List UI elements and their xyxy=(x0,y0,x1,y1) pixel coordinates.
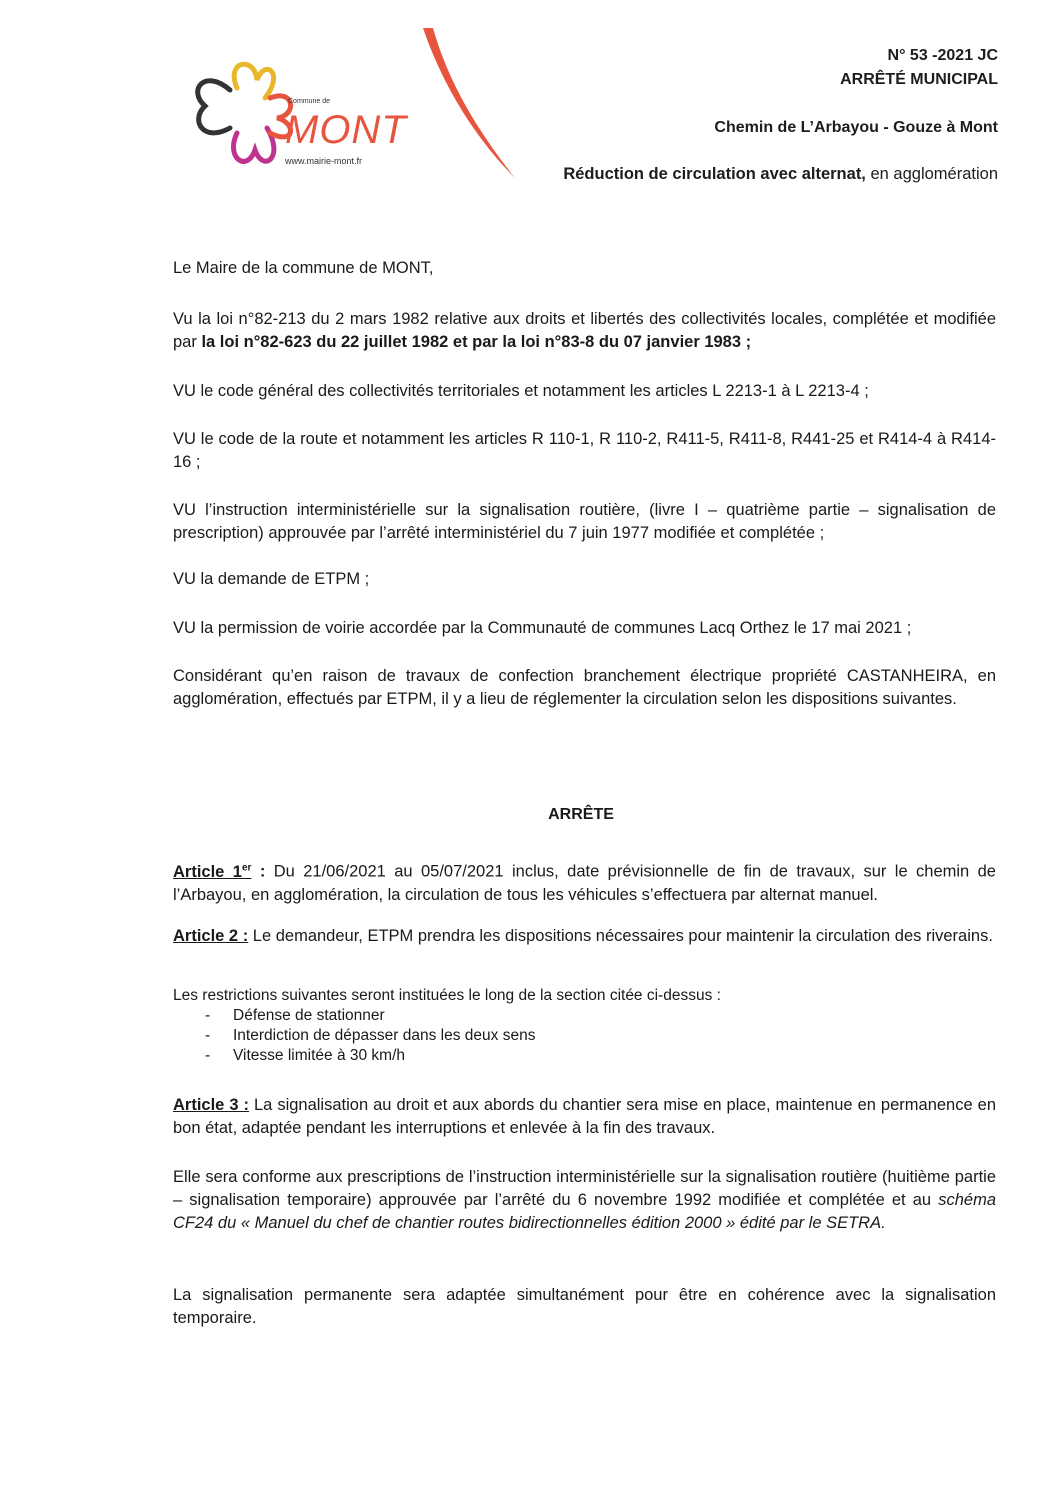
article-1-label-text: Article 1 xyxy=(173,862,242,881)
vu-instruction-text: VU l’instruction interministérielle sur la signalisation routière, (livre I – quatrième partie – signalisation de prescription) approuvée par l’arrêté interministériel du 7 juin 1977 modifiée et complétée ; xyxy=(173,501,996,542)
article-3-body: La signalisation au droit et aux abords du chantier sera mise en place, maintenue en permanence en bon état, adaptée pendant les interruptions et enlevée à la fin des travaux. xyxy=(173,1096,996,1137)
vu-instruction-paragraph xyxy=(173,499,996,545)
decree-type: ARRÊTÉ MUNICIPAL xyxy=(840,71,998,88)
restriction-item: - Vitesse limitée à 30 km/h xyxy=(205,1046,996,1066)
vu-loi-text-a: Vu la loi n°82-213 du 2 mars 1982 relative aux droits et libertés des collectivités locales, complétée et modifiée par xyxy=(173,310,996,351)
intro-paragraph xyxy=(173,257,996,280)
restrictions-block xyxy=(173,986,996,1066)
article-1-colon: : xyxy=(251,862,266,881)
decision-title: ARRÊTE xyxy=(548,806,614,823)
article-3-text xyxy=(173,1094,996,1140)
article-2-body: Le demandeur, ETPM prendra les dispositions nécessaires pour maintenir la circulation des riverains. xyxy=(248,927,993,945)
decree-subject xyxy=(563,165,998,184)
decree-number: N° 53 -2021 JC xyxy=(887,47,998,64)
restrictions-intro: Les restrictions suivantes seront instituées le long de la section citée ci-dessus : xyxy=(173,987,721,1004)
considerant-text: Considérant qu’en raison de travaux de confection branchement électrique propriété CASTANHEIRA, en agglomération, effectués par ETPM, il y a lieu de réglementer la circulation selon les dispositions suivantes. xyxy=(173,667,996,708)
vu-cgct-text: VU le code général des collectivités territoriales et notamment les articles L 2213-1 à L 2213-4 ; xyxy=(173,382,869,400)
vu-demande-text: VU la demande de ETPM ; xyxy=(173,570,370,588)
conformity-paragraph xyxy=(173,1166,996,1235)
vu-code-route-text: VU le code de la route et notamment les articles R 110-1, R 110-2, R411-5, R411-8, R441-25 et R414-4 à R414-16 ; xyxy=(173,430,996,471)
article-3 xyxy=(173,1094,996,1140)
vu-code-route-paragraph xyxy=(173,428,996,474)
decree-subject-rest: en agglomération xyxy=(865,165,998,183)
vu-permission-paragraph xyxy=(173,617,996,640)
restriction-item: - Défense de stationner xyxy=(205,1006,996,1026)
article-1 xyxy=(173,856,996,907)
decree-subject-bold: Réduction de circulation avec alternat, xyxy=(563,165,866,183)
logo-name: MONT xyxy=(285,108,407,152)
permanent-signage-text: La signalisation permanente sera adaptée simultanément pour être en cohérence avec la signalisation temporaire. xyxy=(173,1286,996,1327)
decree-location: Chemin de L’Arbayou - Gouze à Mont xyxy=(714,119,998,136)
vu-cgct-paragraph xyxy=(173,380,996,403)
conformity-text-b: schéma CF24 du « Manuel du chef de chantier routes bidirectionnelles édition 2000 » édité par le SETRA. xyxy=(173,1191,996,1232)
permanent-signage-paragraph xyxy=(173,1284,996,1330)
intro-text: Le Maire de la commune de MONT, xyxy=(173,259,434,277)
article-1-body: Du 21/06/2021 au 05/07/2021 inclus, date prévisionnelle de fin de travaux, sur le chemin de l’Arbayou, en agglomération, la circulation de tous les véhicules s’effectuera par alternat manuel. xyxy=(173,862,996,904)
vu-demande-paragraph xyxy=(173,568,996,591)
logo-url: www.mairie-mont.fr xyxy=(285,156,363,166)
conformity-text xyxy=(173,1166,996,1235)
article-3-label: Article 3 : xyxy=(173,1096,249,1114)
vu-permission-text: VU la permission de voirie accordée par la Communauté de communes Lacq Orthez le 17 mai 2021 ; xyxy=(173,619,912,637)
article-2-label: Article 2 : xyxy=(173,927,249,945)
restriction-item: - Interdiction de dépasser dans les deux sens xyxy=(205,1026,996,1046)
vu-loi-text xyxy=(173,308,996,354)
logo-commune-label: Commune de xyxy=(288,98,331,105)
considerant-paragraph xyxy=(173,665,996,711)
article-2 xyxy=(173,925,996,948)
restrictions-list xyxy=(173,1006,996,1066)
article-1-label-sup: er xyxy=(241,862,252,873)
vu-loi-paragraph xyxy=(173,308,996,354)
article-2-text xyxy=(173,925,996,948)
article-1-text xyxy=(173,856,996,907)
conformity-text-a: Elle sera conforme aux prescriptions de l’instruction interministérielle sur la signalisation routière (huitième partie – signalisation temporaire) approuvée par l’arrêté du 6 novembre 1992 modifiée et complétée et au xyxy=(173,1168,996,1209)
vu-loi-text-b: la loi n°82-623 du 22 juillet 1982 et par la loi n°83-8 du 07 janvier 1983 ; xyxy=(201,333,752,351)
article-1-label xyxy=(173,863,251,881)
commune-logo xyxy=(185,28,525,183)
